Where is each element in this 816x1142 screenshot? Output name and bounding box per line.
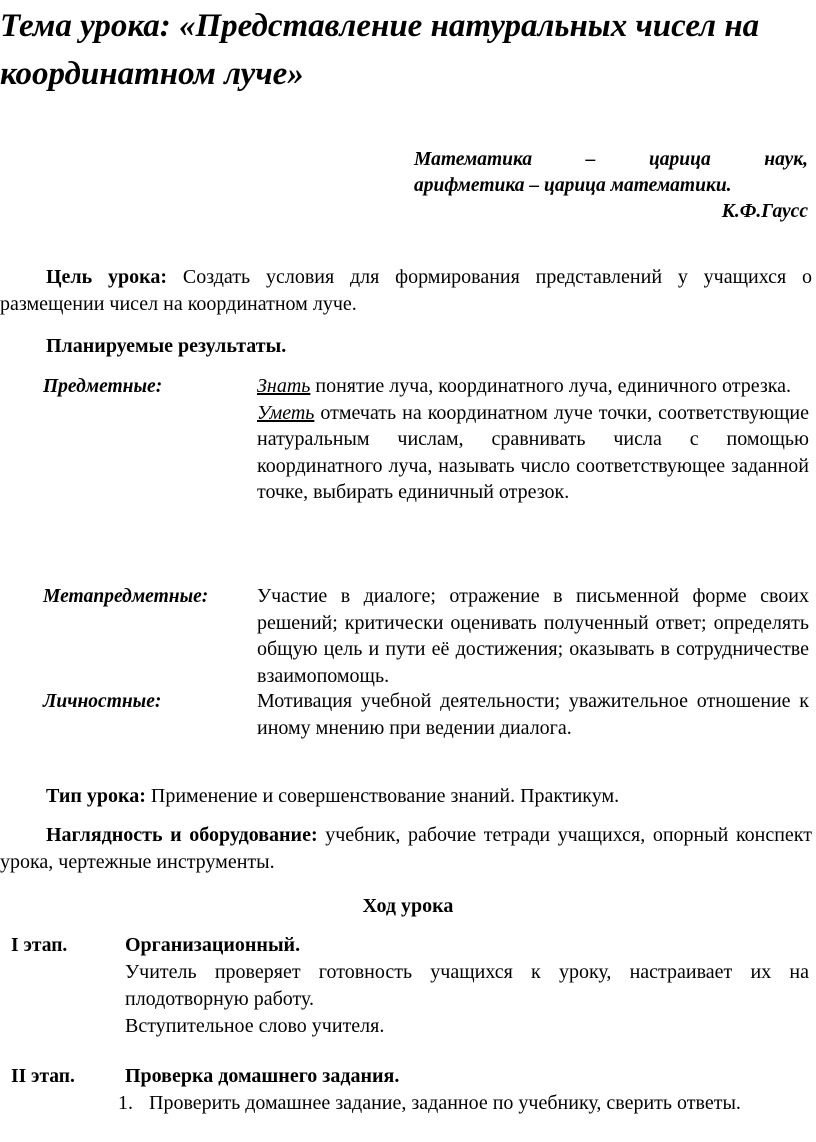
can-text: отмечать на координатном луче точки, соответствующие натуральным числам, сравнивать числа с помощью координатного луча, называть число соответствующее заданной точке, выбирать единичный отрезок.	[257, 401, 809, 503]
subject-results-text	[257, 373, 809, 506]
stage-1-body	[125, 932, 809, 1040]
course-heading: Ход урока	[362, 895, 454, 917]
epigraph-line-1: Математика – царица наук,	[414, 149, 808, 170]
know-word: Знать	[257, 375, 311, 397]
lesson-goal	[0, 264, 812, 318]
goal-text: Создать условия для формирования представлений у учащихся о размещении чисел на координатном луче.	[0, 266, 813, 315]
meta-results-label: Метапредметные:	[43, 586, 209, 607]
personal-results-text: Мотивация учебной деятельности; уважительное отношение к иному мнению при ведении диалога.	[257, 690, 809, 739]
equipment-label: Наглядность и оборудование:	[46, 824, 318, 846]
epigraph-line-2: арифметика – царица математики.	[414, 175, 732, 196]
stage-2-label: II этап.	[11, 1066, 75, 1087]
stage-2-item-number: 1.	[118, 1092, 133, 1114]
lesson-type-label: Тип урока:	[46, 785, 146, 807]
meta-results-text: Участие в диалоге; отражение в письменной форме своих решений; критически оценивать полученный ответ; определять общую цель и пути её достижения; оказывать в сотрудничестве взаимопомощь.	[257, 585, 809, 687]
subject-results-label: Предметные:	[43, 376, 163, 397]
can-word: Уметь	[257, 401, 315, 424]
equipment-text: учебник, рабочие тетради учащихся, опорный конспект урока, чертежные инструменты.	[0, 824, 812, 873]
personal-results-label: Личностные:	[43, 691, 162, 712]
lesson-type-text: Применение и совершенствование знаний. Практикум.	[145, 785, 620, 807]
know-text: понятие луча, координатного луча, единичного отрезка.	[310, 375, 792, 397]
goal-label: Цель урока:	[46, 266, 168, 288]
lesson-type	[46, 783, 812, 810]
stage-1-text-2: Вступительное слово учителя.	[125, 1015, 385, 1037]
stage-2-list-item	[118, 1090, 809, 1117]
stage-1-text-1: Учитель проверяет готовность учащихся к уроку, настраивает их на плодотворную работу.	[125, 961, 809, 1010]
stage-1-title: Организационный.	[125, 934, 301, 956]
stage-2-body	[118, 1063, 809, 1117]
page-title: Тема урока: «Представление натуральных чисел на координатном луче»	[0, 8, 760, 92]
stage-2-title: Проверка домашнего задания.	[125, 1065, 400, 1087]
equipment	[0, 822, 812, 876]
stage-2-item-text: Проверить домашнее задание, заданное по учебнику, сверить ответы.	[149, 1092, 741, 1114]
epigraph	[414, 147, 808, 225]
planned-results-heading: Планируемые результаты.	[46, 335, 287, 357]
stage-1-label: I этап.	[11, 935, 68, 956]
epigraph-author: К.Ф.Гаусс	[721, 201, 808, 222]
